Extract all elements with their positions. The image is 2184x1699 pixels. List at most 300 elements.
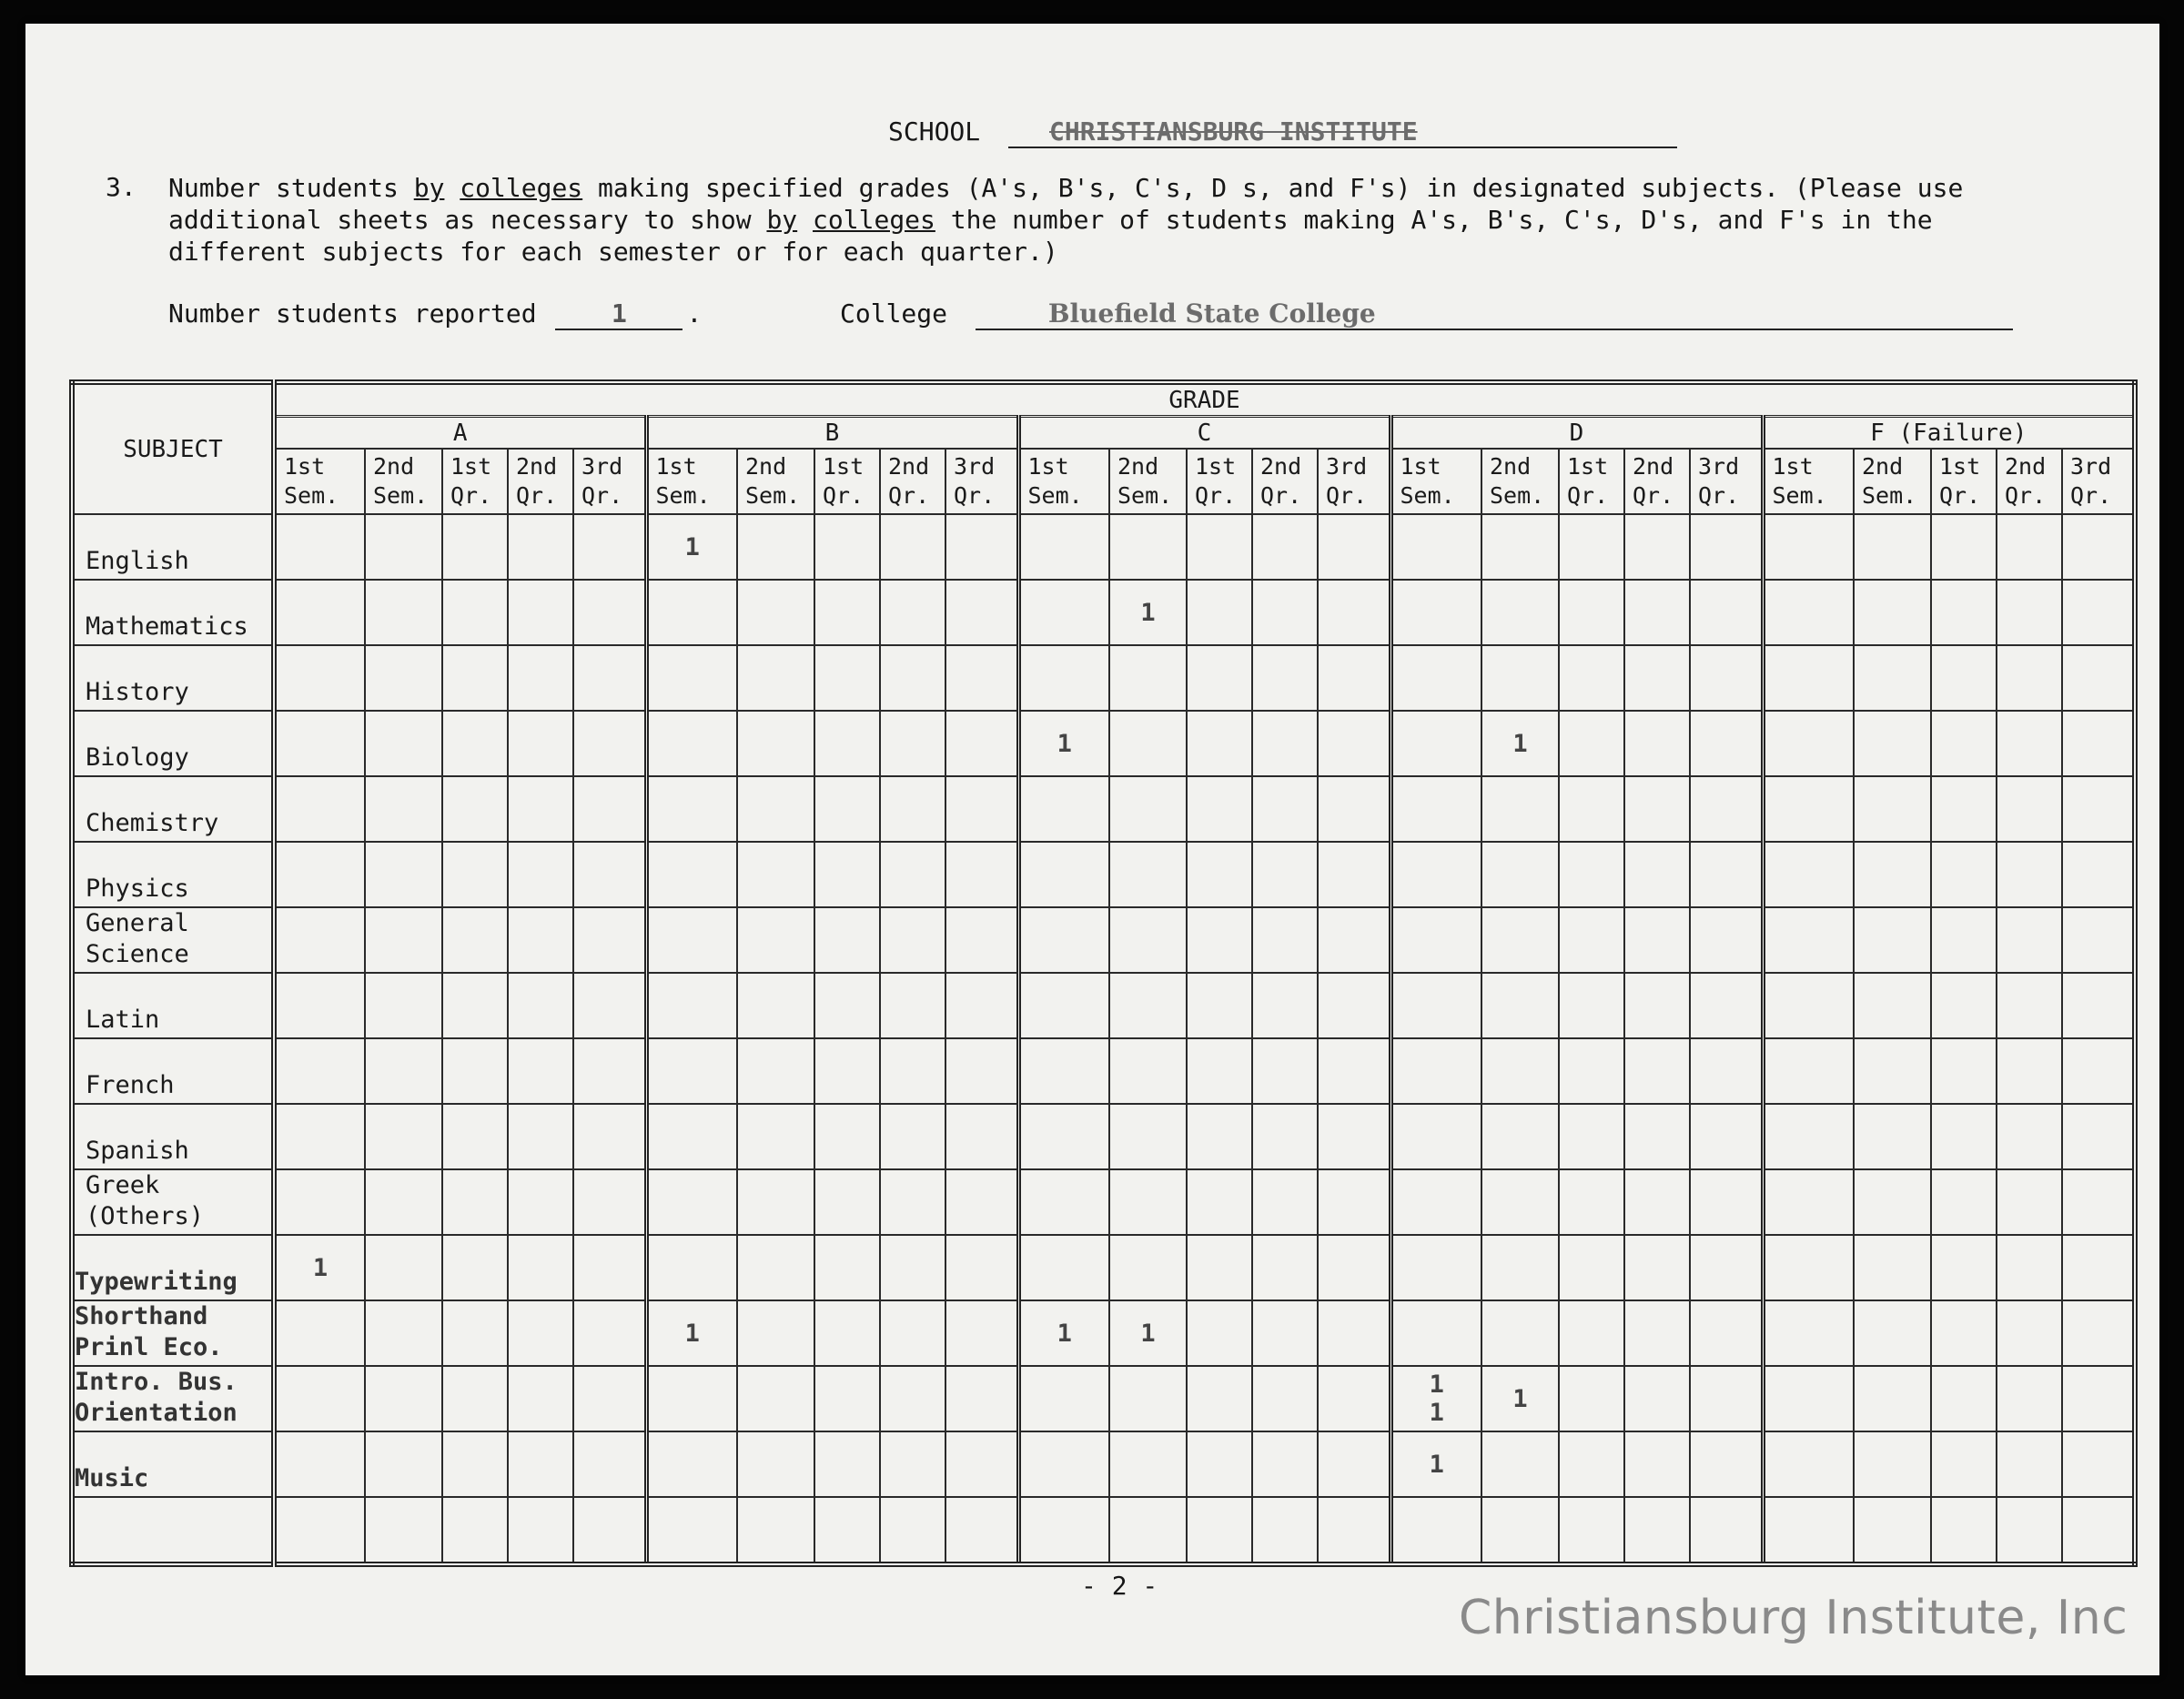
table-row <box>72 1038 2135 1104</box>
grade-count-cell <box>365 1104 442 1169</box>
grade-count-cell <box>646 645 737 711</box>
period-header <box>1187 449 1252 514</box>
grade-count-cell <box>1690 580 1763 645</box>
grade-count-cell <box>737 1169 814 1235</box>
question-text-part: the number of students making A's, B's, C's, D's, and F's in the different subjects for each semester or for each quarter.) <box>168 205 1933 267</box>
grade-count-cell <box>1690 514 1763 580</box>
grade-count-cell <box>274 973 365 1038</box>
subject-name: English <box>86 547 189 575</box>
grade-count-cell <box>1187 514 1252 580</box>
grade-count-cell <box>1481 645 1559 711</box>
grade-count-cell <box>1931 514 1997 580</box>
grade-count-cell <box>508 776 573 842</box>
grade-count-cell <box>442 1169 508 1235</box>
period-mark: . <box>686 298 703 329</box>
grade-count-cell <box>1018 1366 1109 1431</box>
grade-count-cell <box>1997 1169 2062 1235</box>
table-row <box>72 1431 2135 1497</box>
period-label: 3rd <box>581 453 623 480</box>
period-label: Qr. <box>888 482 930 509</box>
grade-count-cell <box>1624 1300 1690 1366</box>
grade-count-cell <box>1624 1169 1690 1235</box>
grade-count-cell <box>573 711 646 776</box>
table-row <box>72 907 2135 973</box>
question-text-part: Number students <box>168 173 414 203</box>
grade-count-cell <box>1109 1431 1187 1497</box>
grade-header: GRADE <box>274 382 2135 417</box>
grade-count: 1 <box>1429 1450 1444 1479</box>
grade-count-cell <box>737 1104 814 1169</box>
grade-count-cell <box>1390 1235 1481 1300</box>
grade-count-cell <box>945 1431 1018 1497</box>
grade-count-cell <box>945 842 1018 907</box>
grade-count-cell <box>1559 973 1624 1038</box>
grade-count-cell <box>442 514 508 580</box>
subject-name: Science <box>86 940 189 968</box>
grade-count-cell <box>1931 645 1997 711</box>
grade-count-cell <box>814 1235 880 1300</box>
grade-count-cell <box>814 1497 880 1564</box>
grade-count-cell <box>1018 1497 1109 1564</box>
grade-count-cell <box>1854 1038 1931 1104</box>
grade-count-cell <box>573 1300 646 1366</box>
grade-count-cell <box>1854 711 1931 776</box>
subject-name: French <box>86 1071 175 1099</box>
grade-count-cell <box>2062 514 2135 580</box>
grade-count-cell <box>1997 907 2062 973</box>
period-label: Qr. <box>823 482 864 509</box>
grade-count-cell <box>880 776 945 842</box>
grade-count-cell <box>1559 1038 1624 1104</box>
grade-count-cell <box>1763 514 1854 580</box>
grade-count-cell <box>1390 711 1481 776</box>
school-line <box>888 116 1677 148</box>
grade-count-cell <box>1854 514 1931 580</box>
period-label: Qr. <box>1939 482 1981 509</box>
grade-count-cell <box>365 1038 442 1104</box>
period-label: 3rd <box>1326 453 1368 480</box>
table-row <box>72 1235 2135 1300</box>
grade-count-cell <box>508 1300 573 1366</box>
grade-count-cell <box>1109 711 1187 776</box>
period-header <box>814 449 880 514</box>
grade-count-cell <box>1559 842 1624 907</box>
grade-count-cell <box>274 776 365 842</box>
grade-count-cell <box>1997 973 2062 1038</box>
grade-count-cell <box>1481 1300 1559 1366</box>
grade-count-cell <box>2062 973 2135 1038</box>
table-row <box>72 1104 2135 1169</box>
grade-count-cell <box>274 1366 365 1431</box>
grade-count-cell <box>1854 1497 1931 1564</box>
grade-count-cell <box>945 776 1018 842</box>
subject-cell <box>72 1366 274 1431</box>
grade-count-cell <box>1997 580 2062 645</box>
grade-count-cell <box>1187 1235 1252 1300</box>
grade-count-cell <box>1854 973 1931 1038</box>
grade-count-cell <box>737 776 814 842</box>
grade-count-cell <box>1318 842 1390 907</box>
grade-count-cell <box>1624 907 1690 973</box>
grade-count-cell <box>365 1235 442 1300</box>
grade-count-cell <box>1109 973 1187 1038</box>
grade-count-cell <box>1763 1497 1854 1564</box>
grade-count-cell <box>880 973 945 1038</box>
grade-count-cell <box>880 1104 945 1169</box>
grade-count-cell <box>508 973 573 1038</box>
table-row <box>72 1497 2135 1564</box>
grade-count-cell <box>1252 973 1318 1038</box>
grade-count-cell <box>1252 1235 1318 1300</box>
grade-count-cell <box>1390 1169 1481 1235</box>
period-label: Qr. <box>1698 482 1740 509</box>
grade-count-cell <box>1018 711 1109 776</box>
grade-count-cell <box>737 907 814 973</box>
period-label: Sem. <box>745 482 801 509</box>
grade-count-cell <box>1763 1104 1854 1169</box>
grade-count-cell <box>573 1366 646 1431</box>
grade-count-cell <box>1690 973 1763 1038</box>
period-label: Qr. <box>1260 482 1302 509</box>
grade-count-cell <box>945 711 1018 776</box>
grade-count-cell <box>737 711 814 776</box>
grade-count-cell <box>1763 711 1854 776</box>
period-header <box>274 449 365 514</box>
period-header <box>573 449 646 514</box>
grade-count-cell <box>1252 842 1318 907</box>
grade-count-cell <box>1252 907 1318 973</box>
subject-name: Music <box>75 1464 149 1492</box>
grade-count-cell <box>274 580 365 645</box>
grade-count-cell <box>945 514 1018 580</box>
grade-count-cell <box>573 1169 646 1235</box>
period-label: 1st <box>1027 453 1069 480</box>
subject-name: (Others) <box>86 1202 205 1230</box>
grade-count-cell <box>1187 1300 1252 1366</box>
grade-count-cell <box>2062 645 2135 711</box>
grade-count-cell <box>1624 1235 1690 1300</box>
period-label: Qr. <box>581 482 623 509</box>
subject-cell <box>72 1169 274 1235</box>
grade-count-cell <box>1559 1235 1624 1300</box>
grade-count-cell <box>1690 776 1763 842</box>
subject-name: Chemistry <box>86 809 219 837</box>
page-number: - 2 - <box>1081 1571 1158 1601</box>
period-label: Qr. <box>2005 482 2047 509</box>
grade-count-cell <box>365 1300 442 1366</box>
grade-count-cell <box>1318 1104 1390 1169</box>
grade-count-cell <box>1690 1366 1763 1431</box>
grade-count-cell <box>945 1038 1018 1104</box>
grade-count-cell <box>646 973 737 1038</box>
grade-count-cell <box>1018 1169 1109 1235</box>
period-label: Sem. <box>1117 482 1173 509</box>
grade-count-cell <box>1187 1431 1252 1497</box>
grade-count-cell <box>365 711 442 776</box>
grade-count-cell <box>945 973 1018 1038</box>
grade-count-cell <box>945 580 1018 645</box>
grade-count-cell <box>1931 711 1997 776</box>
grade-count-cell <box>1997 645 2062 711</box>
school-label: SCHOOL <box>888 116 981 147</box>
grade-count-cell <box>737 1038 814 1104</box>
grade-count-cell <box>2062 1497 2135 1564</box>
grade-count-cell <box>1763 1366 1854 1431</box>
grade-count-cell <box>1018 776 1109 842</box>
grade-count-cell <box>274 1169 365 1235</box>
period-header <box>945 449 1018 514</box>
grade-letter-a: A <box>274 417 646 450</box>
grade-count-cell <box>1252 1104 1318 1169</box>
grade-count-cell <box>274 1104 365 1169</box>
grade-count: 1 <box>1057 1319 1072 1348</box>
grade-count-cell <box>274 1497 365 1564</box>
period-header <box>1997 449 2062 514</box>
grade-count-cell <box>1187 907 1252 973</box>
grade-count-cell <box>573 1038 646 1104</box>
grade-count-cell <box>1559 1366 1624 1431</box>
grade-count-cell <box>814 973 880 1038</box>
grade-count-cell <box>1997 1300 2062 1366</box>
grade-count-cell <box>508 1038 573 1104</box>
grade-count-cell <box>2062 1104 2135 1169</box>
grade-count-cell <box>737 1431 814 1497</box>
grade-count-cell <box>365 514 442 580</box>
grade-count-cell <box>365 776 442 842</box>
grade-count-cell <box>814 1366 880 1431</box>
period-label: Sem. <box>1027 482 1083 509</box>
subject-cell <box>72 907 274 973</box>
students-reported-line <box>168 298 702 330</box>
period-header <box>1763 449 1854 514</box>
subject-name: Prinl Eco. <box>75 1333 223 1361</box>
period-label: Qr. <box>1195 482 1237 509</box>
grade-count-cell <box>646 842 737 907</box>
grade-count-cell <box>1854 1235 1931 1300</box>
grade-count-cell <box>1854 1300 1931 1366</box>
grade-count-cell <box>1481 907 1559 973</box>
grade-count-cell <box>1854 1431 1931 1497</box>
grade-count-cell <box>1931 1235 1997 1300</box>
grade-count-cell <box>737 1366 814 1431</box>
grade-count-cell <box>1559 514 1624 580</box>
grade-count-cell <box>1390 1366 1481 1431</box>
college-label: College <box>840 298 948 329</box>
grade-count-cell <box>1318 1431 1390 1497</box>
grade-count-cell <box>1624 1104 1690 1169</box>
college-value: Bluefield State College <box>976 298 2013 330</box>
grade-count-cell <box>274 1300 365 1366</box>
question-text-part: making specified grades (A's, B's, C's, D s, and F's) in designated subjects. (Please use additional sheets as necessary to show <box>168 173 1964 235</box>
grade-count-cell <box>1187 1104 1252 1169</box>
grade-count-cell <box>945 1497 1018 1564</box>
period-label: Qr. <box>1633 482 1674 509</box>
subject-name: Latin <box>86 1006 160 1034</box>
grade-count: 1 <box>1140 598 1156 627</box>
grade-count-cell <box>1931 1300 1997 1366</box>
grade-count-cell <box>1997 1366 2062 1431</box>
grade-count-cell <box>508 907 573 973</box>
grade-count-cell <box>365 645 442 711</box>
grade-count-cell <box>442 1300 508 1366</box>
grade-count-cell <box>1690 711 1763 776</box>
grade-count-cell <box>1252 580 1318 645</box>
period-label: Qr. <box>516 482 558 509</box>
period-label: 3rd <box>954 453 996 480</box>
grade-count-cell <box>274 1038 365 1104</box>
grade-count-cell <box>945 1169 1018 1235</box>
grade-count-cell <box>365 907 442 973</box>
grade-count-cell <box>2062 1169 2135 1235</box>
grade-count-cell <box>646 1300 737 1366</box>
grade-count-cell <box>1690 1169 1763 1235</box>
grade-count-cell <box>1318 645 1390 711</box>
period-label: Qr. <box>954 482 996 509</box>
grade-count-cell <box>646 1431 737 1497</box>
grade-count-cell <box>1390 776 1481 842</box>
grade-count-cell <box>1559 1300 1624 1366</box>
grade-count-cell <box>1559 1431 1624 1497</box>
grade-count-cell <box>1018 1300 1109 1366</box>
grade-count-cell <box>1318 514 1390 580</box>
grade-count-cell <box>1763 1431 1854 1497</box>
grade-count-cell <box>1481 1497 1559 1564</box>
grade-count-cell <box>1109 842 1187 907</box>
question-underlined-colleges: colleges <box>460 173 583 203</box>
grade-count-cell <box>880 711 945 776</box>
grade-count-cell <box>1187 1038 1252 1104</box>
grade-count-cell <box>1252 1169 1318 1235</box>
grade-count-cell <box>737 1235 814 1300</box>
grade-count-cell <box>274 842 365 907</box>
grade-count-cell <box>1854 1104 1931 1169</box>
grade-count-cell <box>1690 1431 1763 1497</box>
subject-cell <box>72 1431 274 1497</box>
grade-count-cell <box>573 973 646 1038</box>
grade-count-cell <box>365 842 442 907</box>
grade-count-cell <box>1854 842 1931 907</box>
period-label: Qr. <box>1326 482 1368 509</box>
grade-count-cell <box>1252 1038 1318 1104</box>
grade-count-cell <box>1187 645 1252 711</box>
grade-count-cell <box>945 1300 1018 1366</box>
grade-count-cell <box>646 1235 737 1300</box>
grade-count-cell <box>1763 645 1854 711</box>
table-row <box>72 1169 2135 1235</box>
grade-count-cell <box>1931 1104 1997 1169</box>
grade-count-cell <box>1763 842 1854 907</box>
grade-count-cell <box>1763 1038 1854 1104</box>
grade-count-cell <box>1931 1497 1997 1564</box>
grade-count-cell <box>1187 776 1252 842</box>
grade-count-cell <box>1690 1235 1763 1300</box>
question-underlined-by: by <box>766 205 798 235</box>
grade-count-cell <box>365 1497 442 1564</box>
grade-count-cell <box>646 1169 737 1235</box>
students-reported-value: 1 <box>555 298 682 330</box>
grade-count-cell <box>2062 1038 2135 1104</box>
grade-count-cell <box>1481 1366 1559 1431</box>
grade-count-cell <box>442 776 508 842</box>
grade-count-cell <box>1018 1038 1109 1104</box>
grade-count-cell <box>880 1235 945 1300</box>
grade-count-cell <box>274 1235 365 1300</box>
subject-name: Spanish <box>86 1137 189 1165</box>
grade-count-cell <box>1690 842 1763 907</box>
grade-count-cell <box>1481 514 1559 580</box>
grade-count-cell <box>1390 1300 1481 1366</box>
grade-count-cell <box>508 1235 573 1300</box>
grade-count-cell <box>1318 1366 1390 1431</box>
period-label: Sem. <box>1490 482 1545 509</box>
subject-name: Mathematics <box>86 612 248 641</box>
grade-count-cell <box>1559 907 1624 973</box>
period-header <box>1390 449 1481 514</box>
grade-count-cell <box>1318 1235 1390 1300</box>
period-label: 3rd <box>1698 453 1740 480</box>
grade-count-cell <box>442 1235 508 1300</box>
grade-count-cell <box>814 645 880 711</box>
grade-count-cell <box>2062 907 2135 973</box>
grade-count-cell <box>1624 645 1690 711</box>
question-text-part <box>797 205 813 235</box>
subject-cell <box>72 645 274 711</box>
grade-count-cell <box>1559 645 1624 711</box>
period-label: Sem. <box>655 482 711 509</box>
table-row <box>72 711 2135 776</box>
grade-count-cell <box>737 580 814 645</box>
grade-count-cell <box>945 1366 1018 1431</box>
grade-count-cell <box>508 1366 573 1431</box>
period-label: Sem. <box>1400 482 1455 509</box>
period-label: 1st <box>823 453 864 480</box>
grade-count-cell <box>1018 973 1109 1038</box>
subject-name: Orientation <box>75 1399 238 1427</box>
period-label: 2nd <box>373 453 415 480</box>
grade-count-cell <box>880 514 945 580</box>
grade-count-cell <box>1997 1431 2062 1497</box>
grade-count-cell <box>1997 711 2062 776</box>
grade-count-cell <box>1318 776 1390 842</box>
grade-count-cell <box>365 580 442 645</box>
grade-count-cell <box>1997 1235 2062 1300</box>
grade-count-cell <box>646 776 737 842</box>
grade-count-cell <box>442 645 508 711</box>
grade-count-cell <box>814 842 880 907</box>
grade-count-cell <box>1109 776 1187 842</box>
grade-count-cell <box>1931 842 1997 907</box>
grade-count-cell <box>365 1431 442 1497</box>
grade-count-cell <box>1931 1038 1997 1104</box>
grade-count-cell <box>1318 1038 1390 1104</box>
question-text <box>168 172 2043 268</box>
period-label: 2nd <box>1117 453 1159 480</box>
subject-cell <box>72 1235 274 1300</box>
grade-count-cell <box>1109 1038 1187 1104</box>
grade-count-cell <box>945 1104 1018 1169</box>
grade-count-cell <box>945 645 1018 711</box>
grade-count-cell <box>1931 1431 1997 1497</box>
period-header <box>365 449 442 514</box>
grade-count-cell <box>1390 1104 1481 1169</box>
table-row <box>72 776 2135 842</box>
grade-count-cell <box>1690 1300 1763 1366</box>
grade-count-cell <box>646 907 737 973</box>
grade-count-cell <box>1018 1431 1109 1497</box>
grade-count-cell <box>737 514 814 580</box>
grade-count-cell <box>365 1366 442 1431</box>
grade-count-cell <box>2062 842 2135 907</box>
